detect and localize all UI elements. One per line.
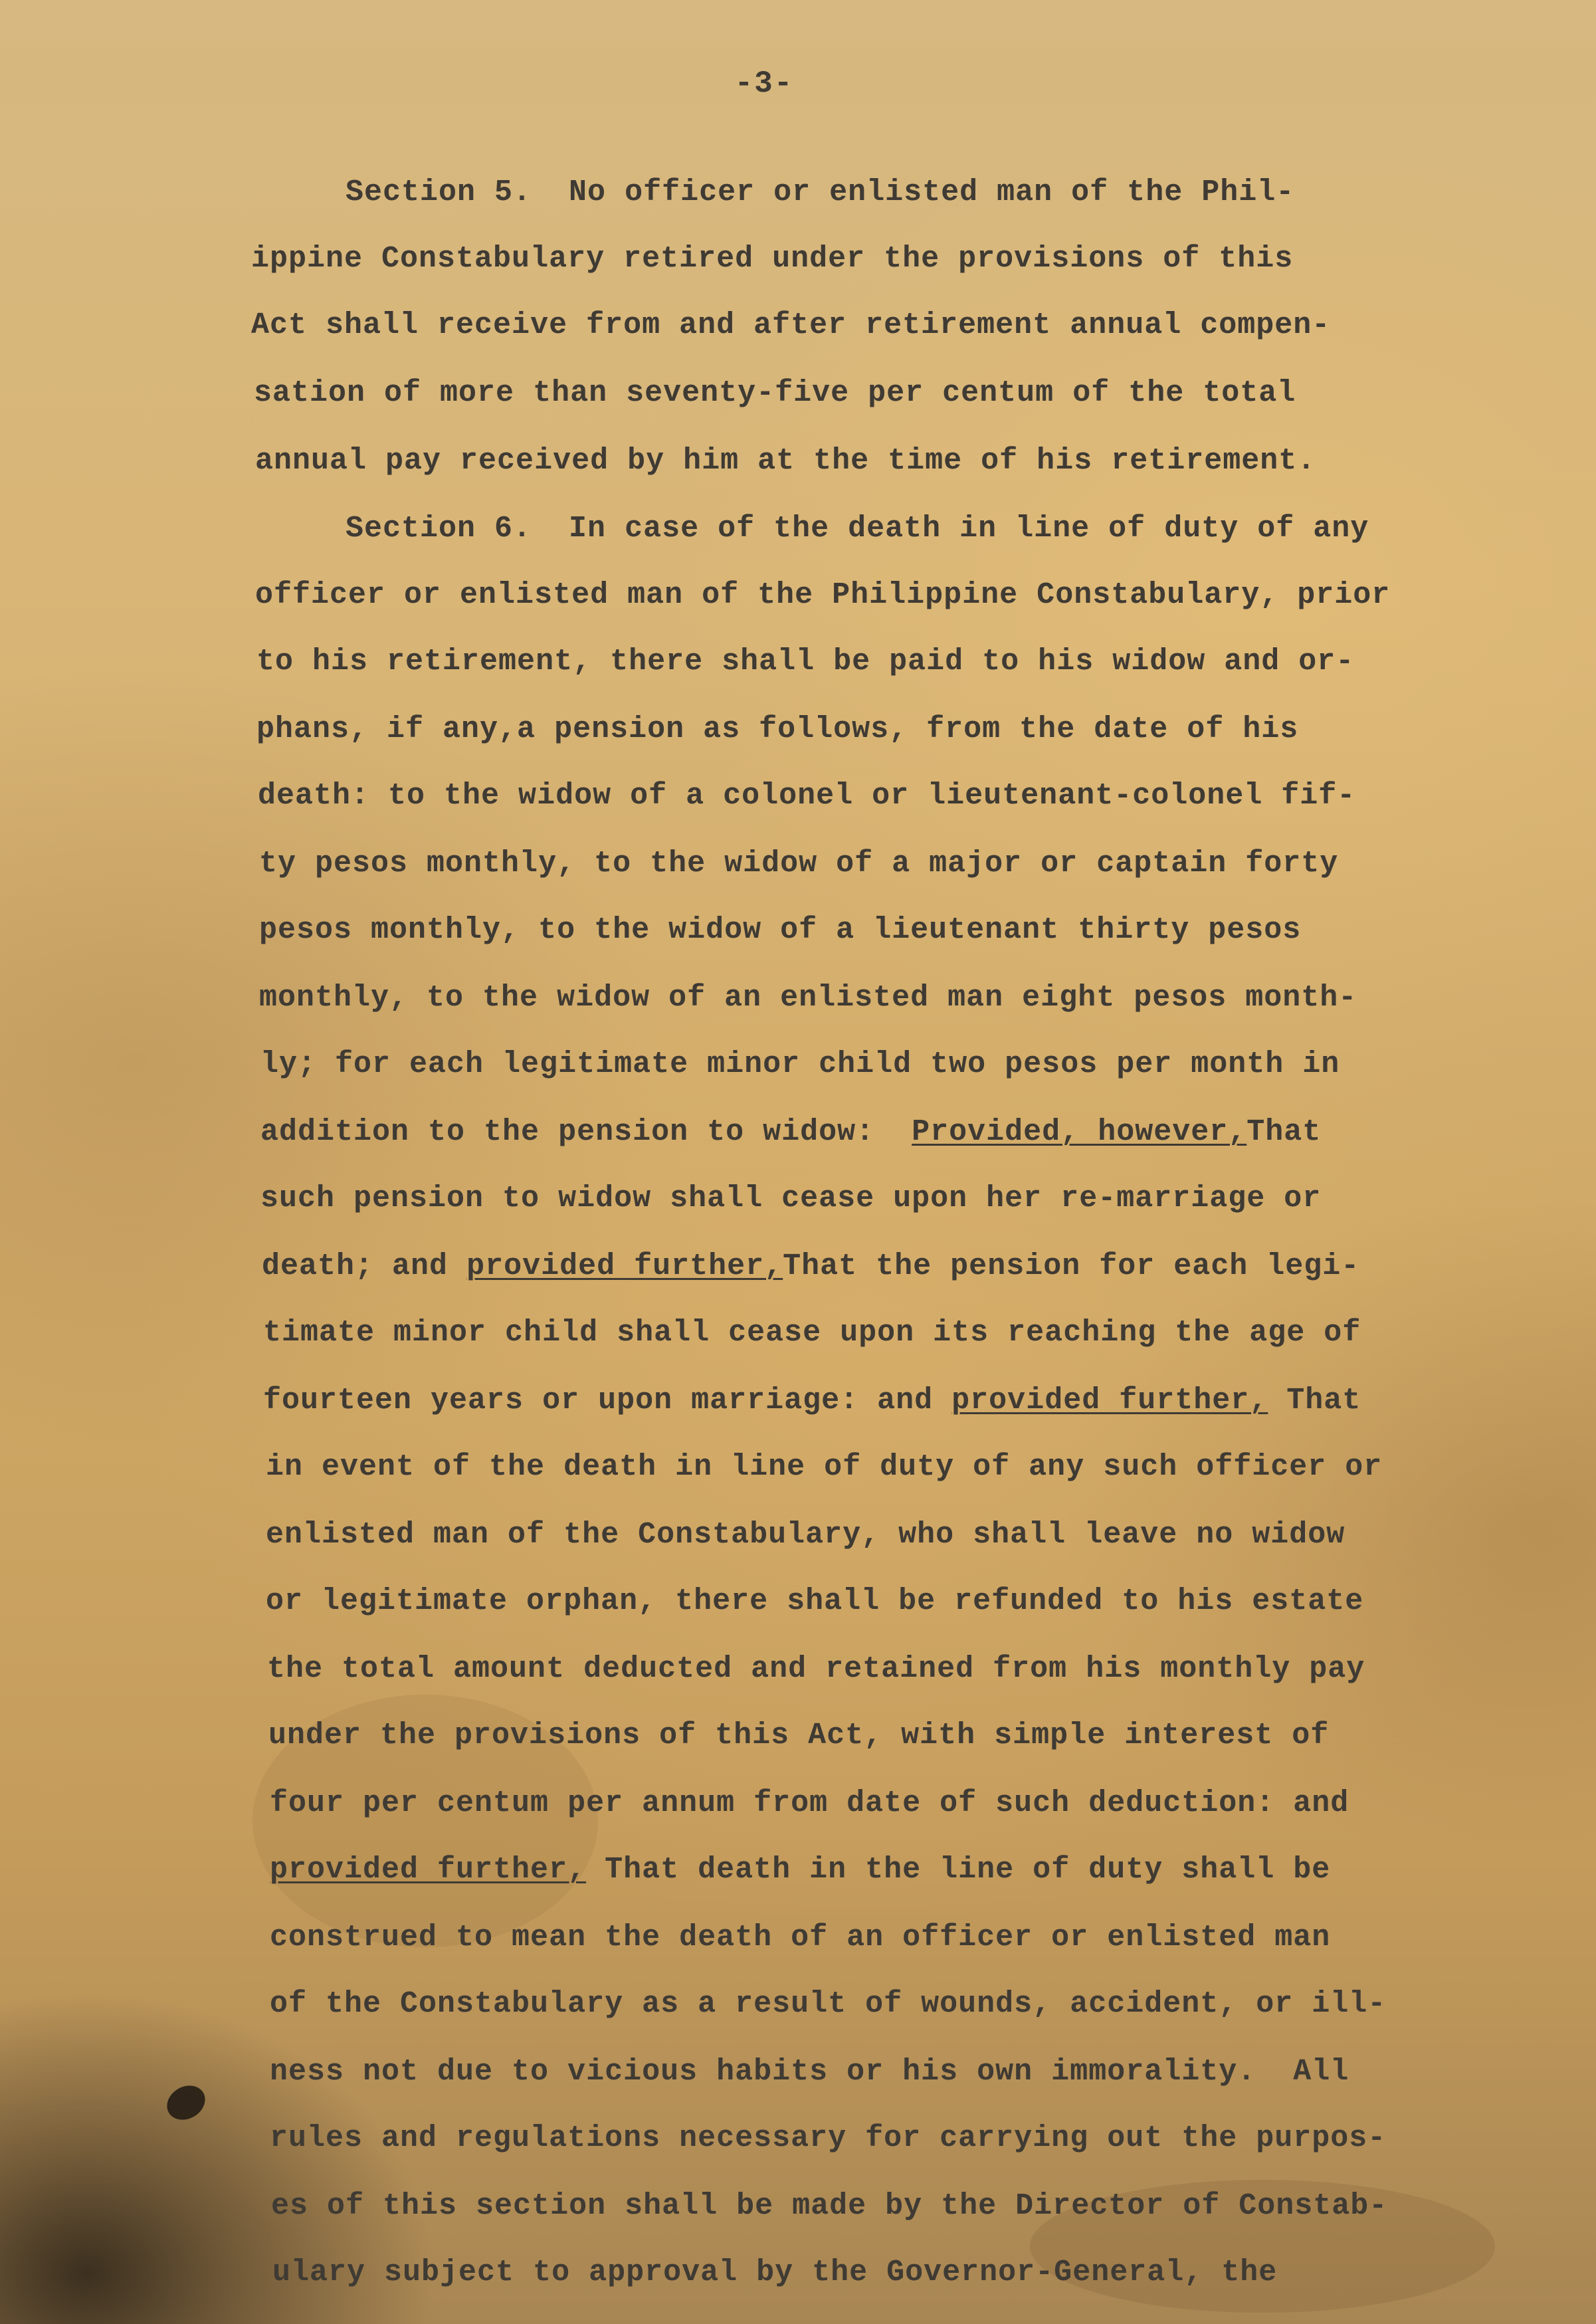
ink-blot [161, 2079, 211, 2127]
text-line: Section 6. In case of the death in line of duty of any [346, 512, 1369, 546]
text-line: the total amount deducted and retained from his monthly pay [267, 1652, 1365, 1686]
text-run: That [1268, 1384, 1361, 1418]
text-line: Section 5. No officer or enlisted man of the Phil- [346, 175, 1295, 209]
text-line: sation of more than seventy-five per centum of the total [254, 376, 1296, 410]
text-run: death; and [262, 1249, 467, 1283]
text-line: to his retirement, there shall be paid to his widow and or- [256, 645, 1355, 679]
text-line: pesos monthly, to the widow of a lieutenant thirty pesos [259, 913, 1302, 947]
text-line: four per centum per annum from date of such deduction: and [270, 1786, 1349, 1820]
text-line: annual pay received by him at the time of his retirement. [255, 444, 1316, 478]
underlined-phrase: provided further, [466, 1249, 783, 1283]
text-line: such pension to widow shall cease upon her re-marriage or [260, 1182, 1322, 1215]
text-line: in event of the death in line of duty of any such officer or [266, 1450, 1383, 1484]
text-line: enlisted man of the Constabulary, who shall leave no widow [266, 1518, 1346, 1552]
underlined-phrase: provided further, [951, 1384, 1268, 1418]
text-line [270, 1850, 1330, 1890]
text-line: rules and regulations necessary for carrying out the purpos- [270, 2121, 1387, 2155]
page-number: -3- [734, 66, 794, 101]
text-line [263, 1381, 1361, 1421]
text-run: That the pension for each legi- [783, 1249, 1360, 1283]
text-run: fourteen years or upon marriage: and [263, 1384, 952, 1418]
text-line: timate minor child shall cease upon its reaching the age of [263, 1316, 1361, 1350]
text-run: That [1247, 1115, 1322, 1149]
underlined-phrase: provided further, [270, 1853, 587, 1887]
text-line: Act shall receive from and after retirement annual compen- [251, 308, 1331, 342]
underlined-phrase: Provided, however, [912, 1115, 1247, 1149]
text-line: under the provisions of this Act, with simple interest of [268, 1719, 1330, 1752]
text-line: of the Constabulary as a result of wounds, accident, or ill- [270, 1987, 1387, 2021]
text-line: ulary subject to approval by the Governor-General, the [272, 2256, 1278, 2289]
text-line: ty pesos monthly, to the widow of a major or captain forty [259, 847, 1339, 881]
text-line: death: to the widow of a colonel or lieutenant-colonel fif- [258, 779, 1356, 813]
text-line: officer or enlisted man of the Philippine Constabulary, prior [255, 578, 1391, 612]
text-line: or legitimate orphan, there shall be refunded to his estate [266, 1584, 1364, 1618]
text-run: addition to the pension to widow: [260, 1115, 912, 1149]
text-line [262, 1247, 1359, 1287]
text-line: ippine Constabulary retired under the provisions of this [251, 242, 1294, 276]
text-line: ness not due to vicious habits or his own immorality. All [270, 2055, 1349, 2089]
text-line: ly; for each legitimate minor child two pesos per month in [260, 1047, 1340, 1081]
text-line: phans, if any,a pension as follows, from the date of his [256, 712, 1299, 746]
text-line: monthly, to the widow of an enlisted man eight pesos month- [259, 981, 1357, 1015]
text-run: That death in the line of duty shall be [586, 1853, 1331, 1887]
text-line: es of this section shall be made by the Director of Constab- [271, 2189, 1388, 2223]
text-line: construed to mean the death of an officer or enlisted man [270, 1921, 1331, 1954]
text-line [260, 1112, 1321, 1152]
